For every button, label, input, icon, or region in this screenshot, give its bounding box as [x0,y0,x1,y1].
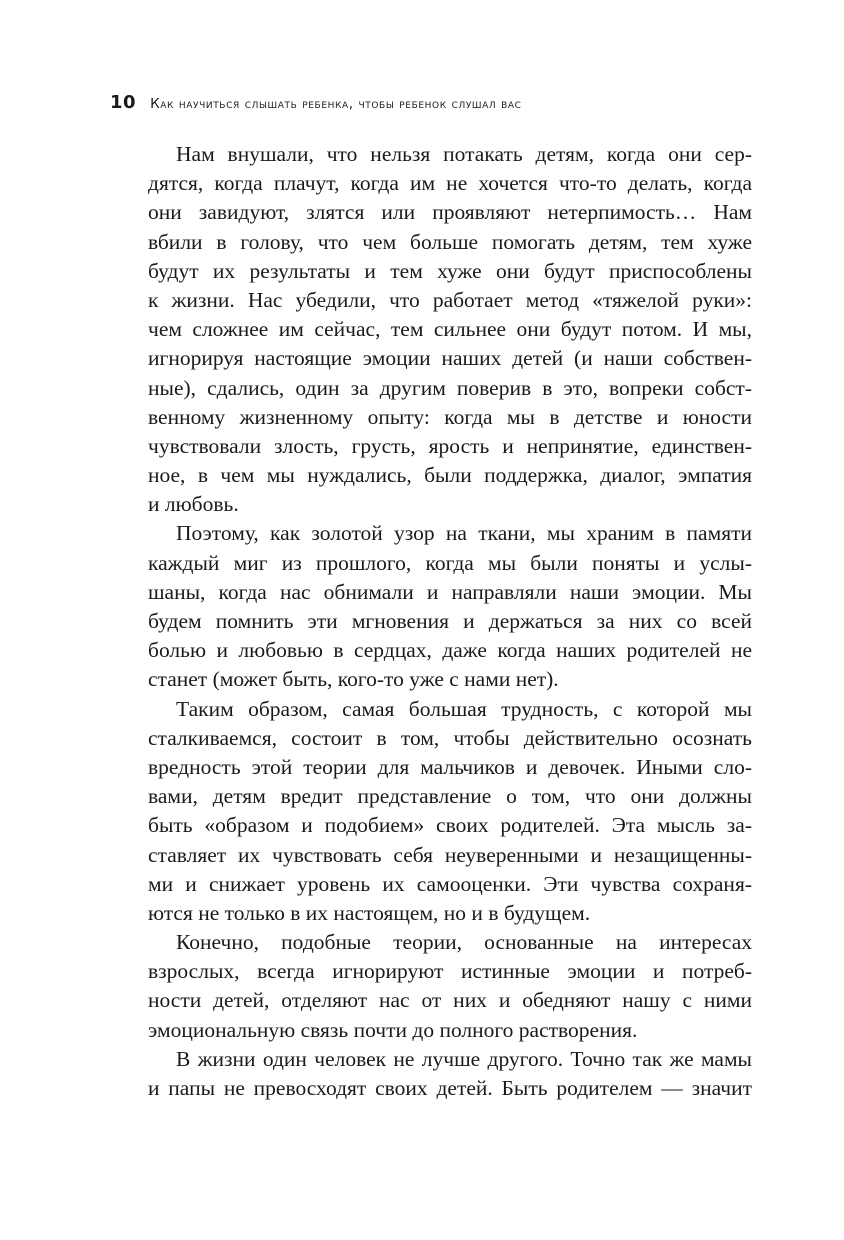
text-line: шаны, когда нас обнимали и направляли наши эмоции. Мы [148,579,752,604]
text-line: вбили в голову, что чем больше помогать детям, тем хуже [148,229,752,254]
text-line: ются не только в их настоящем, но и в будущем. [148,900,591,925]
text-line: дятся, когда плачут, когда им не хочется что-то делать, когда [148,171,752,196]
text-line: болью и любовью в сердцах, даже когда наших родителей не [148,638,752,663]
paragraph [148,928,752,1045]
paragraph [148,695,752,929]
text-line: чем сложнее им сейчас, тем сильнее они будут потом. И мы, [148,317,752,342]
text-line: Конечно, подобные теории, основанные на интересах [176,930,752,955]
text-line: они завидуют, злятся или проявляют нетерпимость… Нам [148,200,752,225]
text-line: ставляет их чувствовать себя неуверенными и незащищенны- [148,842,752,867]
text-line: эмоциональную связь почти до полного растворения. [148,1017,638,1042]
text-line: станет (может быть, кого-то уже с нами нет). [148,667,559,692]
text-line: Нам внушали, что нельзя потакать детям, когда они сер- [176,142,752,166]
text-line: будем помнить эти мгновения и держаться за них со всей [148,609,752,633]
text-line: ми и снижает уровень их самооценки. Эти чувства сохраня- [148,871,752,896]
text-line: быть «образом и подобием» своих родителей. Эта мысль за- [148,813,752,838]
text-line: вами, детям вредит представление о том, что они должны [148,784,752,809]
paragraph [148,140,752,519]
text-line: В жизни один человек не лучше другого. Точно так же мамы [176,1046,752,1071]
text-line: ности детей, отделяют нас от них и обедняют нашу с ними [148,988,752,1013]
text-line: Поэтому, как золотой узор на ткани, мы храним в памяти [176,521,752,546]
text-line: сталкиваемся, состоит в том, чтобы действительно осознать [148,725,752,750]
text-line: взрослых, всегда игнорируют истинные эмоции и потреб- [148,959,752,984]
text-line: Таким образом, самая большая трудность, с которой мы [176,696,752,721]
text-line: ные), сдались, один за другим поверив в это, вопреки собст- [148,375,752,400]
text-line: чувствовали злость, грусть, ярость и непринятие, единствен- [148,433,752,458]
text-line: игнорируя настоящие эмоции наших детей (и наши собствен- [148,346,752,371]
paragraph [148,1045,752,1103]
page-number: 10 [110,92,137,113]
text-line: и любовь. [148,492,239,517]
text-line: венному жизненному опыту: когда мы в детстве и юности [148,404,752,429]
book-title: Как научиться слышать ребенка, чтобы ребенок слушал вас [150,96,522,112]
text-line: и папы не превосходят своих детей. Быть родителем — значит [148,1076,752,1100]
text-line: будут их результаты и тем хуже они будут приспособлены [148,258,752,283]
text-line: каждый миг из прошлого, когда мы были поняты и услы- [148,550,752,575]
text-line: вредность этой теории для мальчиков и девочек. Иными сло- [148,754,752,779]
text-line: ное, в чем мы нуждались, были поддержка, диалог, эмпатия [148,463,752,488]
paragraph [148,519,752,694]
text-line: к жизни. Нас убедили, что работает метод «тяжелой руки»: [148,287,752,312]
running-header [110,92,760,116]
body-text [148,140,752,1103]
